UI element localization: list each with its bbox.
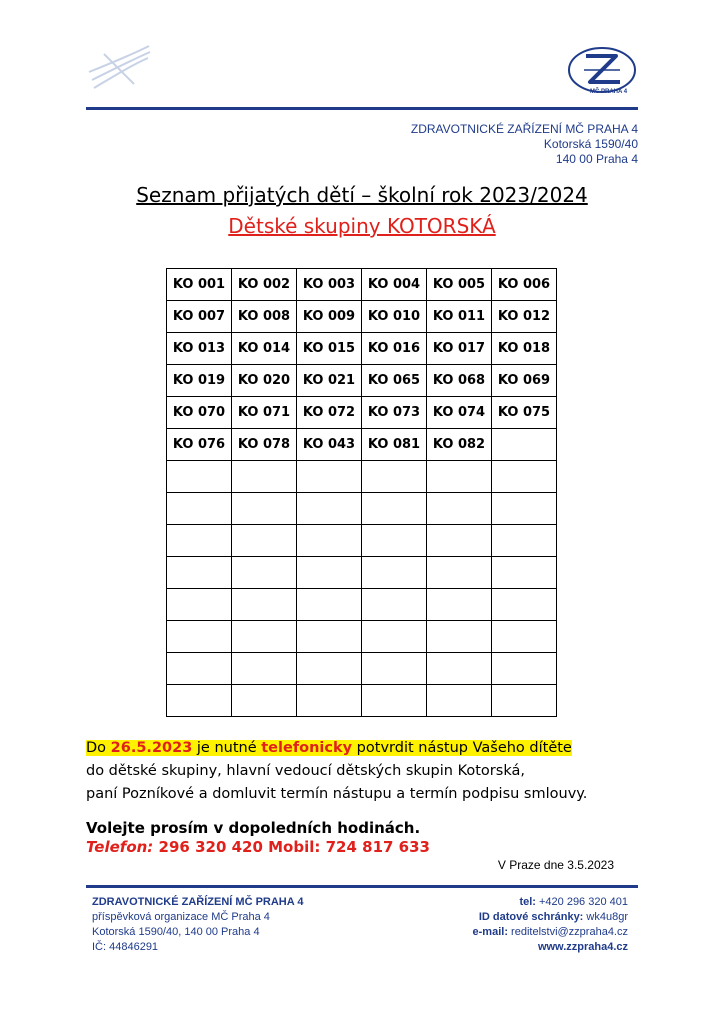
table-cell: KO 011 <box>427 301 492 333</box>
page-subtitle: Dětské skupiny KOTORSKÁ <box>228 214 496 238</box>
header-address-line: 140 00 Praha 4 <box>555 152 638 166</box>
table-cell <box>492 493 557 525</box>
table-cell <box>167 493 232 525</box>
email-label: e-mail: <box>472 926 508 938</box>
table-cell <box>232 621 297 653</box>
phone-label: Telefon: <box>86 838 154 856</box>
table-cell <box>167 589 232 621</box>
table-cell: KO 082 <box>427 429 492 461</box>
table-cell <box>297 525 362 557</box>
logo-text: MČ PRAHA 4 <box>590 89 628 95</box>
tel-value: +420 296 320 401 <box>535 896 628 908</box>
footer-tel <box>473 895 628 910</box>
tel-label: tel: <box>519 896 536 908</box>
footer-org-name: ZDRAVOTNICKÉ ZAŘÍZENÍ MČ PRAHA 4 <box>92 896 304 908</box>
table-row <box>167 269 557 301</box>
table-cell: KO 013 <box>167 333 232 365</box>
notice-text: je nutné <box>192 740 262 756</box>
table-row <box>167 333 557 365</box>
table-row <box>167 589 557 621</box>
table-row <box>167 525 557 557</box>
table-cell <box>167 653 232 685</box>
table-row <box>167 365 557 397</box>
table-cell <box>362 621 427 653</box>
table-cell <box>297 589 362 621</box>
table-cell: KO 078 <box>232 429 297 461</box>
table-cell <box>492 429 557 461</box>
notice-line-2: do dětské skupiny, hlavní vedoucí dětských skupin Kotorská, <box>86 763 525 779</box>
table-cell <box>362 525 427 557</box>
table-cell: KO 005 <box>427 269 492 301</box>
decorative-logo-icon <box>84 42 154 92</box>
mc-praha4-logo <box>566 44 638 100</box>
footer-website-link[interactable]: www.zzpraha4.cz <box>537 941 628 953</box>
table-cell: KO 019 <box>167 365 232 397</box>
table-cell <box>232 685 297 717</box>
table-cell: KO 018 <box>492 333 557 365</box>
table-row <box>167 301 557 333</box>
footer-divider <box>86 885 638 888</box>
table-cell <box>427 685 492 717</box>
table-row <box>167 685 557 717</box>
table-cell: KO 004 <box>362 269 427 301</box>
table-cell: KO 065 <box>362 365 427 397</box>
footer-line: Kotorská 1590/40, 140 00 Praha 4 <box>92 926 260 938</box>
table-cell <box>492 525 557 557</box>
table-row <box>167 653 557 685</box>
table-cell <box>167 557 232 589</box>
notice-line-3: paní Pozníkové a domluvit termín nástupu a termín podpisu smlouvy. <box>86 786 588 802</box>
table-row <box>167 397 557 429</box>
page-title: Seznam přijatých dětí – školní rok 2023/2024 <box>136 183 588 207</box>
table-cell: KO 021 <box>297 365 362 397</box>
deadline-date: 26.5.2023 <box>110 740 193 756</box>
footer-left <box>92 895 303 955</box>
table-cell: KO 070 <box>167 397 232 429</box>
table-cell: KO 002 <box>232 269 297 301</box>
table-cell <box>297 461 362 493</box>
table-cell: KO 012 <box>492 301 557 333</box>
table-cell <box>297 685 362 717</box>
table-cell <box>167 685 232 717</box>
table-cell <box>232 493 297 525</box>
table-row <box>167 429 557 461</box>
id-label: ID datové schránky: <box>478 911 584 923</box>
table-cell: KO 001 <box>167 269 232 301</box>
table-cell <box>232 653 297 685</box>
table-row <box>167 461 557 493</box>
table-cell <box>167 525 232 557</box>
table-cell <box>362 589 427 621</box>
header-address-line: ZDRAVOTNICKÉ ZAŘÍZENÍ MČ PRAHA 4 <box>410 122 638 136</box>
table-cell: KO 081 <box>362 429 427 461</box>
table-cell <box>232 589 297 621</box>
table-cell <box>427 589 492 621</box>
table-cell: KO 069 <box>492 365 557 397</box>
table-cell <box>492 621 557 653</box>
header-address-line: Kotorská 1590/40 <box>543 137 638 151</box>
table-cell <box>362 461 427 493</box>
table-cell: KO 003 <box>297 269 362 301</box>
phone-line <box>86 837 430 857</box>
table-cell: KO 071 <box>232 397 297 429</box>
table-row <box>167 621 557 653</box>
table-cell: KO 010 <box>362 301 427 333</box>
table-cell <box>492 685 557 717</box>
table-cell <box>297 557 362 589</box>
table-cell <box>167 461 232 493</box>
table-cell <box>362 685 427 717</box>
footer-line: příspěvková organizace MČ Praha 4 <box>92 911 270 923</box>
table-cell <box>167 621 232 653</box>
table-cell <box>492 557 557 589</box>
table-cell <box>492 589 557 621</box>
table-cell: KO 006 <box>492 269 557 301</box>
table-cell: KO 015 <box>297 333 362 365</box>
table-cell <box>362 653 427 685</box>
table-cell <box>297 653 362 685</box>
header-address <box>411 122 638 167</box>
table-cell: KO 075 <box>492 397 557 429</box>
table-cell: KO 072 <box>297 397 362 429</box>
table-cell <box>427 653 492 685</box>
table-cell: KO 020 <box>232 365 297 397</box>
header-divider <box>86 107 638 110</box>
footer-id <box>473 910 628 925</box>
table-cell: KO 068 <box>427 365 492 397</box>
call-hours: Volejte prosím v dopoledních hodinách. <box>86 819 421 837</box>
date-place: V Praze dne 3.5.2023 <box>497 858 614 872</box>
table-cell <box>492 461 557 493</box>
footer-right <box>473 895 628 955</box>
table-cell: KO 076 <box>167 429 232 461</box>
footer-email <box>473 925 628 940</box>
table-cell: KO 007 <box>167 301 232 333</box>
table-cell <box>297 621 362 653</box>
table-cell: KO 017 <box>427 333 492 365</box>
table-cell <box>427 493 492 525</box>
table-cell <box>297 493 362 525</box>
table-cell: KO 073 <box>362 397 427 429</box>
table-row <box>167 493 557 525</box>
table-cell: KO 008 <box>232 301 297 333</box>
table-cell <box>427 525 492 557</box>
id-value: wk4u8gr <box>583 911 628 923</box>
table-cell: KO 043 <box>297 429 362 461</box>
table-row <box>167 557 557 589</box>
table-cell <box>492 653 557 685</box>
contact-method: telefonicky <box>261 740 353 756</box>
table-cell <box>427 621 492 653</box>
notice-text: Do <box>86 740 111 756</box>
table-cell <box>427 461 492 493</box>
table-cell: KO 009 <box>297 301 362 333</box>
notice-paragraph <box>86 737 587 806</box>
children-codes-table <box>166 268 557 717</box>
footer-line: IČ: 44846291 <box>92 941 159 953</box>
notice-line-1 <box>86 737 587 760</box>
table-cell <box>427 557 492 589</box>
table-cell <box>232 557 297 589</box>
phone-numbers: 296 320 420 Mobil: 724 817 633 <box>158 838 430 856</box>
table-cell: KO 016 <box>362 333 427 365</box>
table-cell <box>232 525 297 557</box>
table-cell: KO 014 <box>232 333 297 365</box>
email-value[interactable]: reditelstvi@zzpraha4.cz <box>508 926 628 938</box>
table-cell <box>232 461 297 493</box>
table-cell <box>362 557 427 589</box>
table-cell <box>362 493 427 525</box>
table-cell: KO 074 <box>427 397 492 429</box>
notice-text: potvrdit nástup Vašeho dítěte <box>352 740 572 756</box>
